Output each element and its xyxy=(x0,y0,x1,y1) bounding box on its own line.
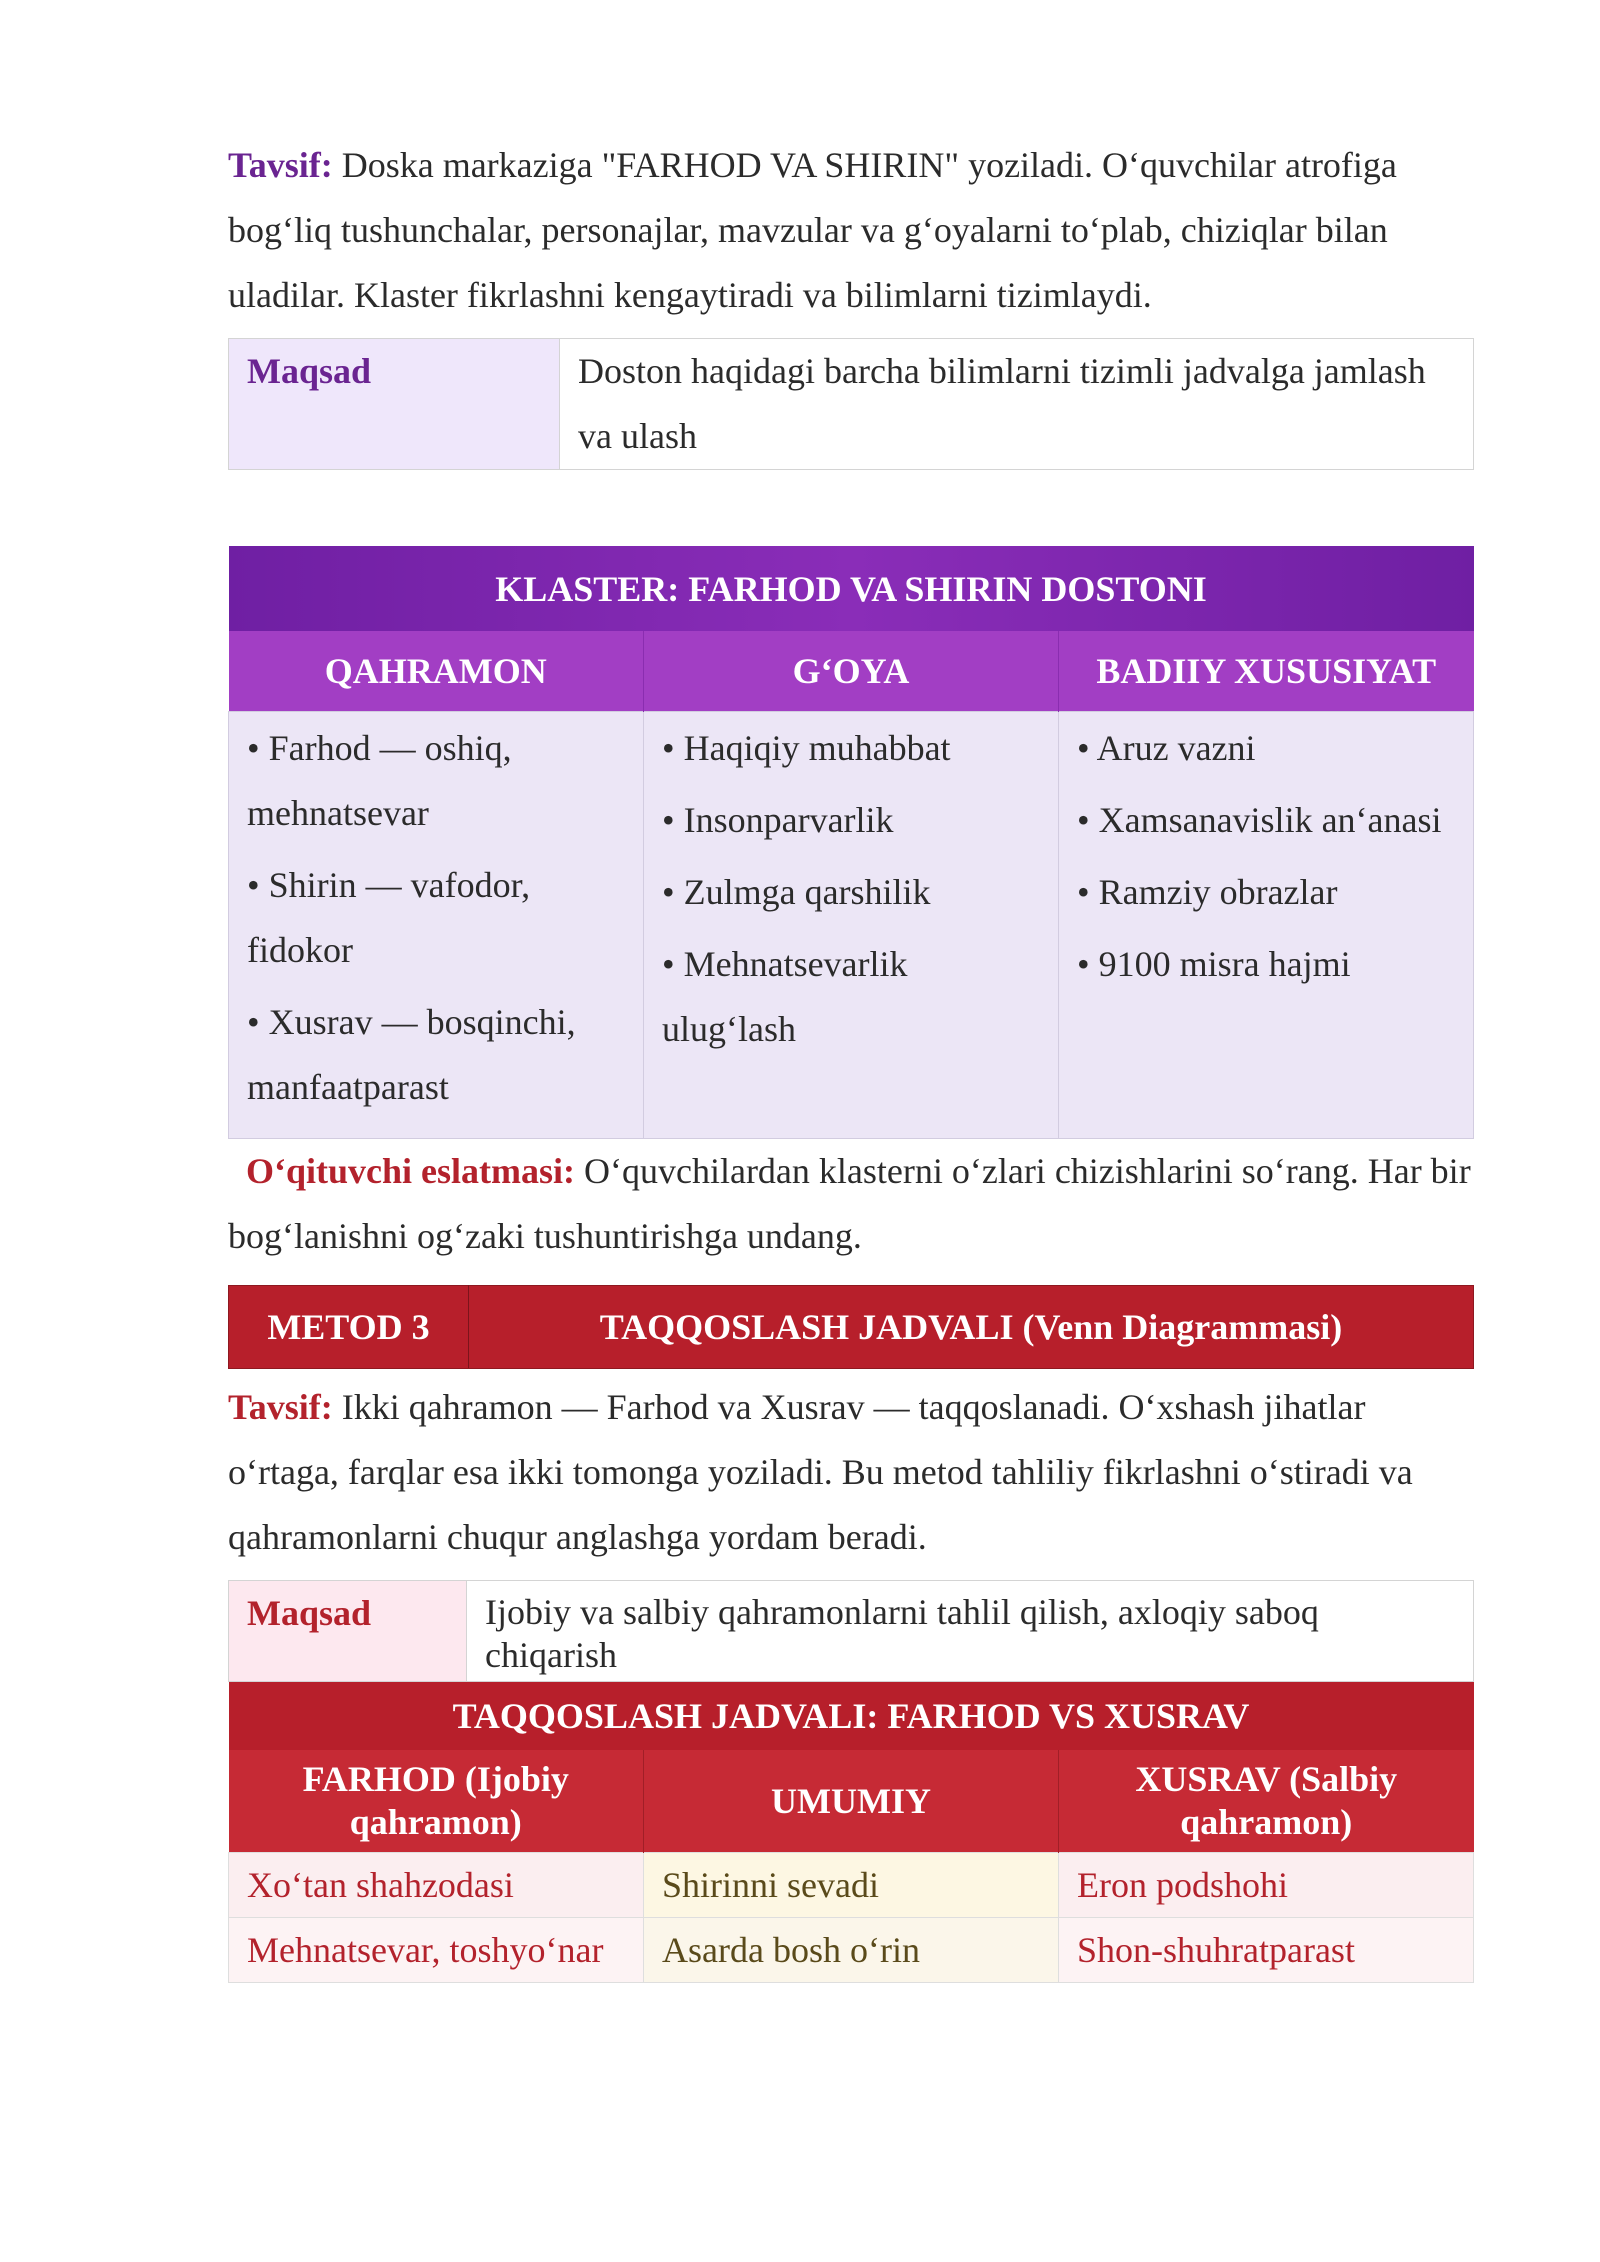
cluster-column-heroes xyxy=(229,712,644,1139)
cluster-title: KLASTER: FARHOD VA SHIRIN DOSTONI xyxy=(229,546,1474,631)
teacher-note-label: O‘qituvchi eslatmasi: xyxy=(246,1151,575,1191)
comparison-header-common: UMUMIY xyxy=(644,1750,1059,1853)
comparison-title: TAQQOSLASH JADVALI: FARHOD VS XUSRAV xyxy=(229,1682,1474,1750)
goal-label: Maqsad xyxy=(247,351,372,391)
cluster-header-hero: QAHRAMON xyxy=(229,631,644,712)
goal-text-2: Ijobiy va salbiy qahramonlarni tahlil qilish, axloqiy saboq chiqarish xyxy=(467,1581,1474,1682)
table-cell: Shon-shuhratparast xyxy=(1059,1918,1474,1983)
table-row xyxy=(229,1853,1474,1918)
description-paragraph xyxy=(228,133,1474,328)
content-column xyxy=(228,145,1474,1983)
list-item: • Xamsanavislik an‘anasi xyxy=(1077,800,1442,840)
table-row xyxy=(229,1918,1474,1983)
cluster-table xyxy=(228,546,1474,1139)
description-label: Tavsif: xyxy=(228,145,333,185)
list-item: • Zulmga qarshilik xyxy=(662,872,931,912)
description-label-2: Tavsif: xyxy=(228,1387,333,1427)
goal-table xyxy=(228,338,1474,470)
list-item: • Insonparvarlik xyxy=(662,800,894,840)
list-item: • Farhod — oshiq, mehnatsevar xyxy=(247,728,512,833)
list-item: • Xusrav — bosqinchi, manfaatparast xyxy=(247,1002,576,1107)
description-paragraph-2 xyxy=(228,1375,1474,1570)
goal-label-cell xyxy=(229,339,560,470)
goal-label-2: Maqsad xyxy=(247,1593,372,1633)
list-item: • 9100 misra hajmi xyxy=(1077,944,1351,984)
table-cell: Mehnatsevar, toshyo‘nar xyxy=(229,1918,644,1983)
list-item: • Shirin — vafodor, fidokor xyxy=(247,865,531,970)
comparison-header-farhod: FARHOD (Ijobiy qahramon) xyxy=(229,1750,644,1853)
description-text-2: Ikki qahramon — Farhod va Xusrav — taqqoslanadi. O‘xshash jihatlar o‘rtaga, farqlar esa ikki tomonga yoziladi. Bu metod tahliliy fikrlashni o‘stiradi va qahramonlarni chuqur anglashga yordam beradi. xyxy=(228,1387,1413,1557)
description-text: Doska markaziga "FARHOD VA SHIRIN" yoziladi. O‘quvchilar atrofiga bog‘liq tushunchalar, personajlar, mavzular va g‘oyalarni to‘plab, chiziqlar bilan uladilar. Klaster fikrlashni kengaytiradi va bilimlarni tizimlaydi. xyxy=(228,145,1397,315)
list-item: • Haqiqiy muhabbat xyxy=(662,728,951,768)
table-cell: Shirinni sevadi xyxy=(644,1853,1059,1918)
method-title: TAQQOSLASH JADVALI (Venn Diagrammasi) xyxy=(469,1286,1474,1369)
cluster-header-artistic: BADIIY XUSUSIYAT xyxy=(1059,631,1474,712)
cluster-column-artistic xyxy=(1059,712,1474,1139)
list-item: • Ramziy obrazlar xyxy=(1077,872,1338,912)
goal-label-cell-2 xyxy=(229,1581,467,1682)
cluster-header-idea: G‘OYA xyxy=(644,631,1059,712)
method-3-bar xyxy=(228,1285,1474,1369)
teacher-note xyxy=(228,1139,1474,1269)
method-number: METOD 3 xyxy=(229,1286,469,1369)
list-item: • Mehnatsevarlik ulug‘lash xyxy=(662,944,908,1049)
table-cell: Xo‘tan shahzodasi xyxy=(229,1853,644,1918)
comparison-header-xusrav: XUSRAV (Salbiy qahramon) xyxy=(1059,1750,1474,1853)
table-cell: Eron podshohi xyxy=(1059,1853,1474,1918)
goal-table-2 xyxy=(228,1580,1474,1682)
goal-text: Doston haqidagi barcha bilimlarni tizimli jadvalga jamlash va ulash xyxy=(560,339,1474,470)
list-item: • Aruz vazni xyxy=(1077,728,1256,768)
comparison-table xyxy=(228,1682,1474,1983)
cluster-column-ideas xyxy=(644,712,1059,1139)
table-cell: Asarda bosh o‘rin xyxy=(644,1918,1059,1983)
teacher-note-text: O‘quvchilardan klasterni o‘zlari chizishlarini so‘rang. Har bir bog‘lanishni og‘zaki tushuntirishga undang. xyxy=(228,1151,1471,1256)
